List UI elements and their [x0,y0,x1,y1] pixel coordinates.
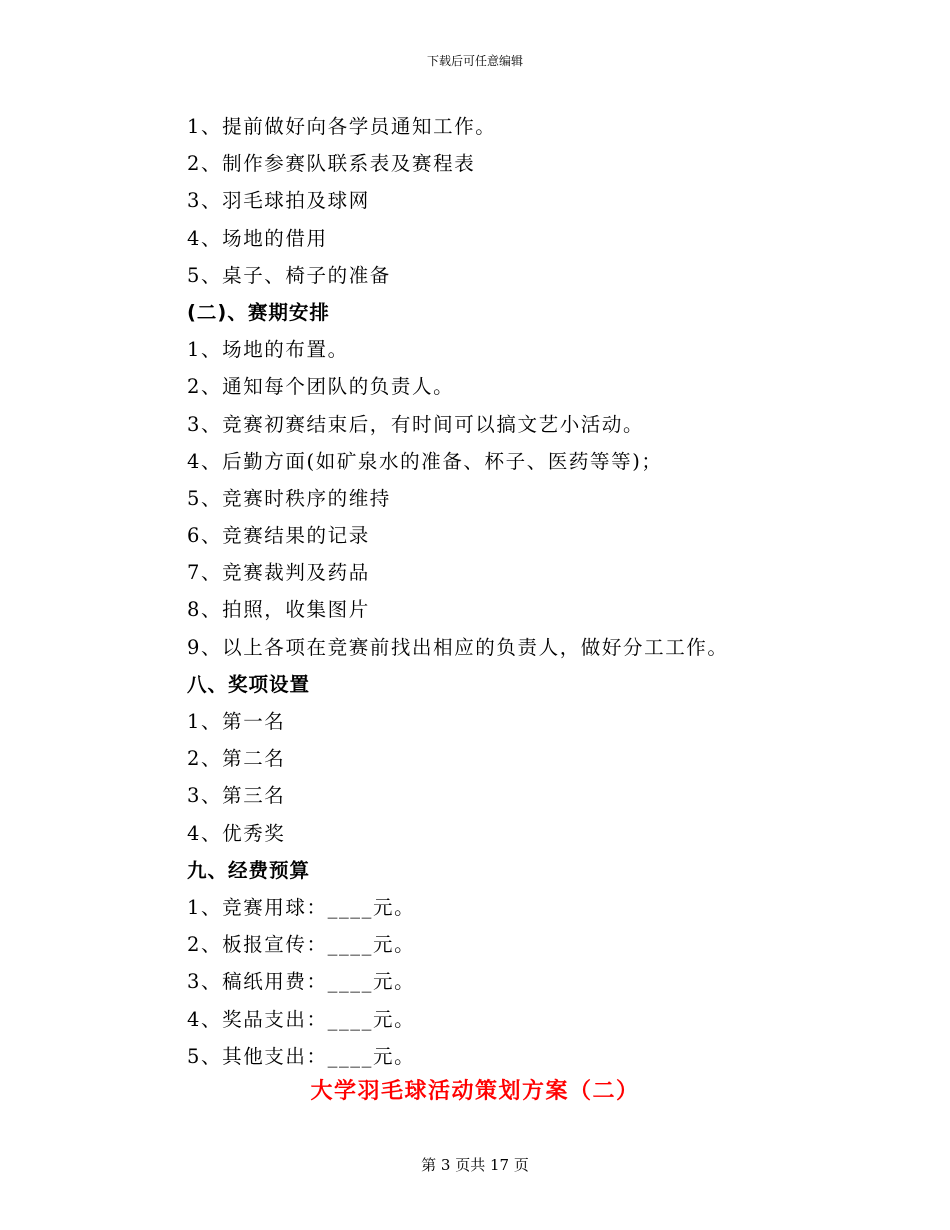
list-item: 2、制作参赛队联系表及赛程表 [187,152,476,176]
page-footer: 第 3 页共 17 页 [421,1156,529,1174]
section-heading: 八、奖项设置 [187,672,311,696]
list-item: 4、场地的借用 [187,226,328,250]
list-item: 7、竞赛裁判及药品 [187,561,370,585]
list-item: 5、桌子、椅子的准备 [187,263,391,287]
list-item: 5、竞赛时秩序的维持 [187,486,391,510]
list-item: 4、后勤方面(如矿泉水的准备、杯子、医药等等)； [187,449,663,473]
list-item: 5、其他支出：____元。 [187,1044,416,1068]
list-item: 3、竞赛初赛结束后，有时间可以搞文艺小活动。 [187,412,645,436]
document-body [187,108,887,1075]
list-item: 1、提前做好向各学员通知工作。 [187,115,497,138]
list-item: 4、奖品支出：____元。 [187,1007,416,1031]
list-item: 1、场地的布置。 [187,338,349,362]
list-item: 8、拍照，收集图片 [187,598,370,622]
list-item: 6、竞赛结果的记录 [187,524,370,548]
list-item: 3、第三名 [187,784,286,808]
list-item: 3、羽毛球拍及球网 [187,189,370,213]
list-item: 1、竞赛用球：____元。 [187,895,416,919]
list-item: 2、通知每个团队的负责人。 [187,375,455,399]
list-item: 3、稿纸用费：____元。 [187,970,416,994]
list-item: 2、板报宣传：____元。 [187,933,416,957]
list-item: 4、优秀奖 [187,821,286,845]
document-title: 大学羽毛球活动策划方案（二） [310,1079,640,1104]
page-header: 下载后可任意编辑 [426,54,523,68]
list-item: 1、第一名 [187,710,286,733]
list-item: 9、以上各项在竞赛前找出相应的负责人，做好分工工作。 [187,635,729,659]
section-heading: 九、经费预算 [187,858,311,882]
list-item: 2、第二名 [187,747,286,771]
section-heading: (二)、赛期安排 [187,300,330,324]
